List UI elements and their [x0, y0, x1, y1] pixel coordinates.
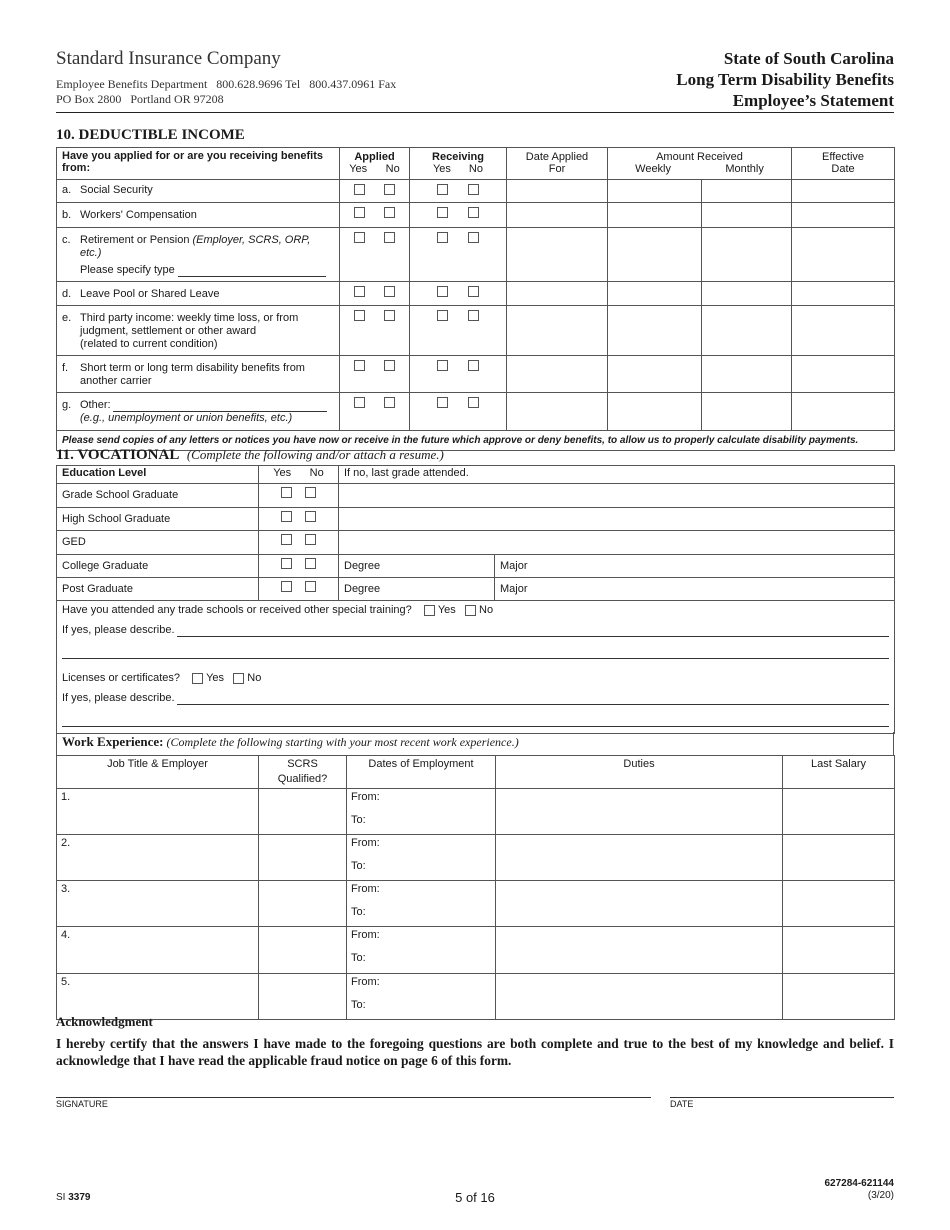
table-header-applied: [340, 148, 410, 180]
grade-school-no-checkbox[interactable]: [305, 487, 316, 498]
to-label: To:: [351, 906, 366, 918]
signature-field[interactable]: [56, 1097, 651, 1099]
table-row: [57, 228, 895, 282]
receiving-no-checkbox[interactable]: [468, 360, 479, 371]
form-prefix: SI: [56, 1192, 69, 1203]
scrs-cell[interactable]: [259, 881, 347, 927]
table-row: [57, 835, 895, 881]
date-applied-label: Date Applied: [525, 151, 589, 163]
effective-date-cell[interactable]: [792, 282, 895, 306]
to-label: To:: [351, 999, 366, 1011]
weekly-cell[interactable]: [608, 203, 702, 228]
date-applied-cell[interactable]: [507, 306, 608, 356]
from-label: From:: [351, 976, 380, 988]
weekly-cell[interactable]: [608, 306, 702, 356]
receiving-no-checkbox[interactable]: [468, 207, 479, 218]
row-letter: c.: [62, 234, 71, 246]
date-applied-cell[interactable]: [507, 393, 608, 431]
row-number: 3.: [61, 883, 71, 895]
dates-cell[interactable]: [347, 927, 496, 974]
weekly-cell[interactable]: [608, 180, 702, 203]
row-label: Leave Pool or Shared Leave: [80, 288, 220, 300]
no-label: No: [479, 604, 494, 616]
applied-no-checkbox[interactable]: [384, 207, 395, 218]
date-applied-cell[interactable]: [507, 228, 608, 282]
weekly-cell[interactable]: [608, 282, 702, 306]
monthly-cell[interactable]: [702, 203, 792, 228]
no-label: No: [468, 163, 483, 175]
effective-date-label: Date: [831, 163, 855, 175]
page-number: 5 of 16: [455, 1190, 495, 1205]
if-yes-label: If yes, please describe.: [62, 692, 175, 704]
yes-label: Yes: [437, 604, 456, 616]
weekly-cell[interactable]: [608, 228, 702, 282]
applied-no-checkbox[interactable]: [384, 397, 395, 408]
receiving-yes-checkbox[interactable]: [437, 207, 448, 218]
yes-label: Yes: [273, 467, 292, 479]
effective-date-cell[interactable]: [792, 393, 895, 431]
duties-cell[interactable]: [496, 881, 783, 927]
table-row: [57, 180, 895, 203]
dates-cell[interactable]: [347, 881, 496, 927]
degree-field[interactable]: Degree: [339, 555, 495, 578]
table-row: [57, 974, 895, 1020]
specify-type-field[interactable]: [178, 276, 326, 277]
last-grade-field[interactable]: [339, 531, 895, 555]
form-number-value: 3379: [68, 1192, 91, 1203]
receiving-no-checkbox[interactable]: [468, 232, 479, 243]
work-experience-table: [56, 755, 895, 1020]
table-row: [57, 578, 895, 601]
last-grade-field[interactable]: [339, 484, 895, 508]
salary-cell[interactable]: [783, 789, 895, 835]
table-header-amount: [608, 148, 792, 180]
scrs-cell[interactable]: [259, 974, 347, 1020]
trade-school-describe-field-2[interactable]: [62, 637, 889, 659]
duties-cell[interactable]: [496, 835, 783, 881]
no-label: No: [247, 672, 262, 684]
dates-cell[interactable]: [347, 789, 496, 835]
to-label: To:: [351, 860, 366, 872]
table-row: [57, 508, 895, 531]
edu-level-label: High School Graduate: [57, 508, 259, 531]
date-applied-for-label: For: [548, 163, 566, 175]
applied-no-checkbox[interactable]: [384, 184, 395, 195]
section-11-title: [56, 447, 444, 464]
row-number: 2.: [61, 837, 71, 849]
post-grad-no-checkbox[interactable]: [305, 581, 316, 592]
edu-level-label: College Graduate: [57, 555, 259, 578]
form-title-line: State of South Carolina: [723, 49, 894, 68]
job-title-cell[interactable]: [57, 974, 259, 1020]
job-title-cell[interactable]: [57, 927, 259, 974]
salary-cell[interactable]: [783, 835, 895, 881]
row-label: Other:: [80, 399, 111, 411]
no-label: No: [385, 163, 400, 175]
col-job-title: Job Title & Employer: [57, 756, 259, 789]
applied-no-checkbox[interactable]: [384, 286, 395, 297]
edu-level-label: Grade School Graduate: [57, 484, 259, 508]
applied-yes-checkbox[interactable]: [354, 207, 365, 218]
last-grade-field[interactable]: [339, 508, 895, 531]
receiving-yes-checkbox[interactable]: [437, 232, 448, 243]
amount-received-label: Amount Received: [656, 151, 743, 163]
last-grade-header: If no, last grade attended.: [339, 466, 895, 484]
row-label-note: (Employer, SCRS, ORP, etc.): [80, 234, 311, 259]
trade-school-yes-checkbox[interactable]: [424, 605, 435, 616]
receiving-yes-checkbox[interactable]: [437, 310, 448, 321]
date-field[interactable]: [670, 1097, 894, 1099]
table-row: [57, 531, 895, 555]
section-10-title: 10. DEDUCTIBLE INCOME: [56, 127, 245, 143]
yes-label: Yes: [206, 672, 225, 684]
yes-label: Yes: [432, 163, 451, 175]
scrs-cell[interactable]: [259, 789, 347, 835]
row-letter: a.: [62, 184, 72, 196]
table-header-question: Have you applied for or are you receiving benefits from:: [57, 148, 340, 180]
table-header-receiving: [410, 148, 507, 180]
col-salary: Last Salary: [783, 756, 895, 789]
high-school-no-checkbox[interactable]: [305, 511, 316, 522]
table-row: [57, 789, 895, 835]
receiving-no-checkbox[interactable]: [468, 184, 479, 195]
applied-no-checkbox[interactable]: [384, 360, 395, 371]
row-letter: g.: [62, 399, 72, 411]
from-label: From:: [351, 883, 380, 895]
receiving-label: Receiving: [432, 151, 484, 163]
form-code: [824, 1178, 894, 1202]
company-name: Standard Insurance Company: [56, 48, 281, 69]
salary-cell[interactable]: [783, 881, 895, 927]
section-11-subtitle: (Complete the following and/or attach a resume.): [186, 447, 444, 462]
salary-cell[interactable]: [783, 974, 895, 1020]
receiving-yes-checkbox[interactable]: [437, 184, 448, 195]
row-label-note: (related to current condition): [80, 338, 218, 350]
job-title-cell[interactable]: [57, 835, 259, 881]
row-label: Short term or long term disability benefits from another carrier: [80, 362, 305, 387]
applied-yes-checkbox[interactable]: [354, 397, 365, 408]
row-number: 4.: [61, 929, 71, 941]
from-label: From:: [351, 791, 380, 803]
receiving-yes-checkbox[interactable]: [437, 397, 448, 408]
applied-no-checkbox[interactable]: [384, 232, 395, 243]
monthly-cell[interactable]: [702, 306, 792, 356]
department-line: Employee Benefits Department 800.628.9696 Tel 800.437.0961 Fax: [56, 77, 397, 91]
weekly-label: Weekly: [635, 163, 672, 175]
table-row: [57, 881, 895, 927]
revision-date: (3/20): [867, 1190, 894, 1201]
other-field[interactable]: [113, 399, 327, 412]
form-title-line: Employee’s Statement: [732, 91, 894, 110]
monthly-label: Monthly: [725, 163, 764, 175]
training-block: [57, 601, 895, 734]
date-label: DATE: [670, 1099, 694, 1109]
department-info: [56, 77, 396, 107]
table-row: [57, 306, 895, 356]
trade-school-question: Have you attended any trade schools or received other special training?: [62, 604, 412, 616]
work-experience-subtitle: (Complete the following starting with your most recent work experience.): [166, 735, 519, 749]
row-number: 5.: [61, 976, 71, 988]
receiving-no-checkbox[interactable]: [468, 310, 479, 321]
table-header-effective: [792, 148, 895, 180]
row-label: Workers' Compensation: [80, 209, 197, 221]
to-label: To:: [351, 952, 366, 964]
applied-yes-checkbox[interactable]: [354, 360, 365, 371]
monthly-cell[interactable]: [702, 180, 792, 203]
header-divider: [56, 112, 894, 113]
trade-school-no-checkbox[interactable]: [465, 605, 476, 616]
table-row: [57, 555, 895, 578]
date-applied-cell[interactable]: [507, 356, 608, 393]
table-row: [57, 484, 895, 508]
row-label: Retirement or Pension: [80, 234, 193, 246]
monthly-cell[interactable]: [702, 282, 792, 306]
receiving-yes-checkbox[interactable]: [437, 286, 448, 297]
no-label: No: [309, 467, 324, 479]
dates-cell[interactable]: [347, 835, 496, 881]
date-applied-cell[interactable]: [507, 203, 608, 228]
scrs-cell[interactable]: [259, 835, 347, 881]
form-title-line: Long Term Disability Benefits: [676, 70, 894, 89]
monthly-cell[interactable]: [702, 228, 792, 282]
table-row: [57, 393, 895, 431]
edu-level-label: Post Graduate: [57, 578, 259, 601]
effective-date-cell[interactable]: [792, 228, 895, 282]
table-row: [57, 203, 895, 228]
job-title-cell[interactable]: [57, 789, 259, 835]
licenses-no-checkbox[interactable]: [233, 673, 244, 684]
effective-date-cell[interactable]: [792, 180, 895, 203]
licenses-describe-field[interactable]: [177, 692, 890, 705]
row-number: 1.: [61, 791, 71, 803]
row-letter: b.: [62, 209, 72, 221]
applied-yes-checkbox[interactable]: [354, 232, 365, 243]
post-grad-yes-checkbox[interactable]: [281, 581, 292, 592]
major-field[interactable]: Major: [495, 555, 895, 578]
receiving-yes-checkbox[interactable]: [437, 360, 448, 371]
major-field[interactable]: Major: [495, 578, 895, 601]
row-letter: d.: [62, 288, 72, 300]
date-applied-cell[interactable]: [507, 180, 608, 203]
table-row: [57, 282, 895, 306]
ged-yes-checkbox[interactable]: [281, 534, 292, 545]
from-label: From:: [351, 837, 380, 849]
high-school-yes-checkbox[interactable]: [281, 511, 292, 522]
licenses-yes-checkbox[interactable]: [192, 673, 203, 684]
table-row: [57, 356, 895, 393]
row-letter: f.: [62, 362, 69, 374]
row-label: Social Security: [80, 184, 153, 196]
applied-yes-checkbox[interactable]: [354, 310, 365, 321]
table-header-date-applied: [507, 148, 608, 180]
from-label: From:: [351, 929, 380, 941]
col-duties: Duties: [496, 756, 783, 789]
receiving-no-checkbox[interactable]: [468, 397, 479, 408]
duties-cell[interactable]: [496, 974, 783, 1020]
applied-no-checkbox[interactable]: [384, 310, 395, 321]
degree-field[interactable]: Degree: [339, 578, 495, 601]
specify-type-label: Please specify type: [80, 264, 175, 276]
to-label: To:: [351, 814, 366, 826]
licenses-question: Licenses or certificates?: [62, 672, 180, 684]
salary-cell[interactable]: [783, 927, 895, 974]
effective-date-cell[interactable]: [792, 356, 895, 393]
col-dates: Dates of Employment: [347, 756, 496, 789]
applied-label: Applied: [354, 151, 395, 163]
job-title-cell[interactable]: [57, 881, 259, 927]
effective-date-cell[interactable]: [792, 306, 895, 356]
section-11-heading: 11. VOCATIONAL: [56, 447, 180, 463]
col-scrs: SCRS Qualified?: [259, 756, 347, 789]
scrs-cell[interactable]: [259, 927, 347, 974]
work-experience-title: Work Experience:: [62, 734, 164, 749]
acknowledgment-text: I hereby certify that the answers I have made to the foregoing questions are both complete and true to the best of my knowledge and belief. I acknowledge that I have read the applicable fraud notice on page 6 of this form.: [56, 1036, 894, 1068]
applied-yes-checkbox[interactable]: [354, 286, 365, 297]
signature-label: SIGNATURE: [56, 1099, 108, 1109]
address-line: PO Box 2800 Portland OR 97208: [56, 92, 224, 106]
form-code-value: 627284-621144: [824, 1178, 894, 1189]
if-yes-label: If yes, please describe.: [62, 624, 175, 636]
duties-cell[interactable]: [496, 927, 783, 974]
monthly-cell[interactable]: [702, 356, 792, 393]
grade-school-yes-checkbox[interactable]: [281, 487, 292, 498]
edu-level-header: Education Level: [57, 466, 259, 484]
college-yes-checkbox[interactable]: [281, 558, 292, 569]
yes-label: Yes: [349, 163, 368, 175]
edu-level-label: GED: [57, 531, 259, 555]
college-no-checkbox[interactable]: [305, 558, 316, 569]
effective-label: Effective: [822, 151, 865, 163]
vocational-table: [56, 465, 895, 734]
dates-cell[interactable]: [347, 974, 496, 1020]
work-experience-heading: [56, 732, 894, 756]
row-label-note: (e.g., unemployment or union benefits, etc.): [80, 412, 293, 424]
date-applied-cell[interactable]: [507, 282, 608, 306]
row-letter: e.: [62, 312, 72, 324]
acknowledgment-title: Acknowledgment: [56, 1014, 153, 1029]
duties-cell[interactable]: [496, 789, 783, 835]
trade-school-describe-field[interactable]: [177, 624, 890, 637]
weekly-cell[interactable]: [608, 393, 702, 431]
monthly-cell[interactable]: [702, 393, 792, 431]
row-label: Third party income: weekly time loss, or from judgment, settlement or other award: [80, 312, 299, 337]
ged-no-checkbox[interactable]: [305, 534, 316, 545]
table-row: [57, 927, 895, 974]
weekly-cell[interactable]: [608, 356, 702, 393]
form-title: [676, 48, 894, 111]
applied-yes-checkbox[interactable]: [354, 184, 365, 195]
licenses-describe-field-2[interactable]: [62, 705, 889, 727]
effective-date-cell[interactable]: [792, 203, 895, 228]
notice-text: Please send copies of any letters or notices you have now or receive in the future which approve or deny benefits, to allow us to properly calculate disability payments.: [57, 431, 895, 451]
receiving-no-checkbox[interactable]: [468, 286, 479, 297]
deductible-income-table: [56, 147, 895, 451]
